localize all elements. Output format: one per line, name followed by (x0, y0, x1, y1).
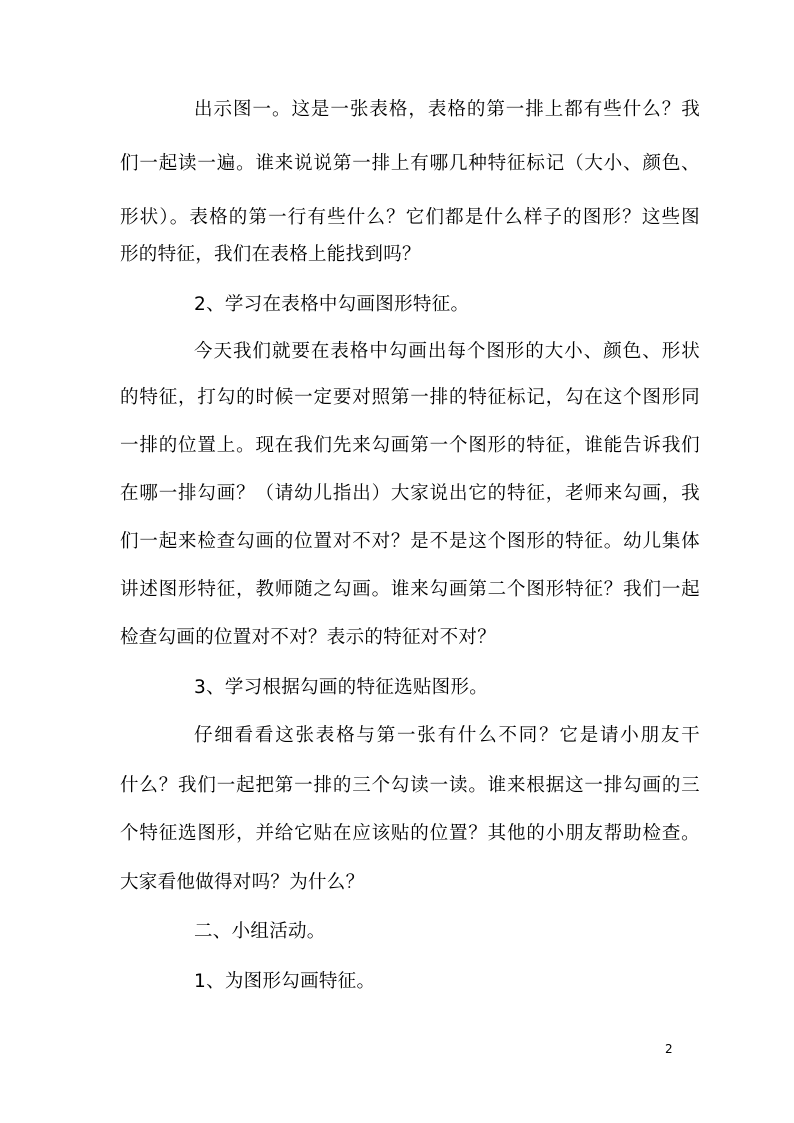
paragraph-line: 形的特征，我们在表格上能找到吗？ (120, 244, 421, 265)
section-heading: 1、为图形勾画特征。 (194, 971, 376, 992)
paragraph-line: 的特征，打勾的时候一定要对照第一排的特征标记，勾在这个图形同 (120, 387, 700, 408)
section-heading: 2、学习在表格中勾画图形特征。 (194, 294, 470, 315)
paragraph-line: 在哪一排勾画？（请幼儿指出）大家说出它的特征，老师来勾画，我 (120, 483, 700, 504)
paragraph-line: 今天我们就要在表格中勾画出每个图形的大小、颜色、形状 (194, 341, 700, 362)
paragraph-line: 仔细看看这张表格与第一张有什么不同？它是请小朋友干 (194, 725, 700, 746)
paragraph-line: 大家看他做得对吗？为什么？ (120, 872, 365, 893)
paragraph-line: 检查勾画的位置对不对？表示的特征对不对？ (120, 627, 497, 648)
paragraph-line: 出示图一。这是一张表格，表格的第一排上都有些什么？我 (194, 99, 700, 120)
section-heading: 二、小组活动。 (194, 921, 326, 942)
paragraph-line: 一排的位置上。现在我们先来勾画第一个图形的特征，谁能告诉我们 (120, 435, 700, 456)
paragraph-line: 个特征选图形，并给它贴在应该贴的位置？其他的小朋友帮助检查。 (120, 823, 700, 844)
paragraph-line: 们一起来检查勾画的位置对不对？是不是这个图形的特征。幼儿集体 (120, 531, 700, 552)
paragraph-line: 形状）。表格的第一行有些什么？它们都是什么样子的图形？这些图 (120, 207, 700, 228)
section-heading: 3、学习根据勾画的特征选贴图形。 (194, 677, 489, 698)
paragraph-line: 讲述图形特征，教师随之勾画。谁来勾画第二个图形特征？我们一起 (120, 579, 700, 600)
paragraph-line: 什么？我们一起把第一排的三个勾读一读。谁来根据这一排勾画的三 (120, 775, 700, 796)
page-number: 2 (665, 1042, 673, 1056)
paragraph-line: 们一起读一遍。谁来说说第一排上有哪几种特征标记（大小、颜色、 (120, 153, 700, 174)
